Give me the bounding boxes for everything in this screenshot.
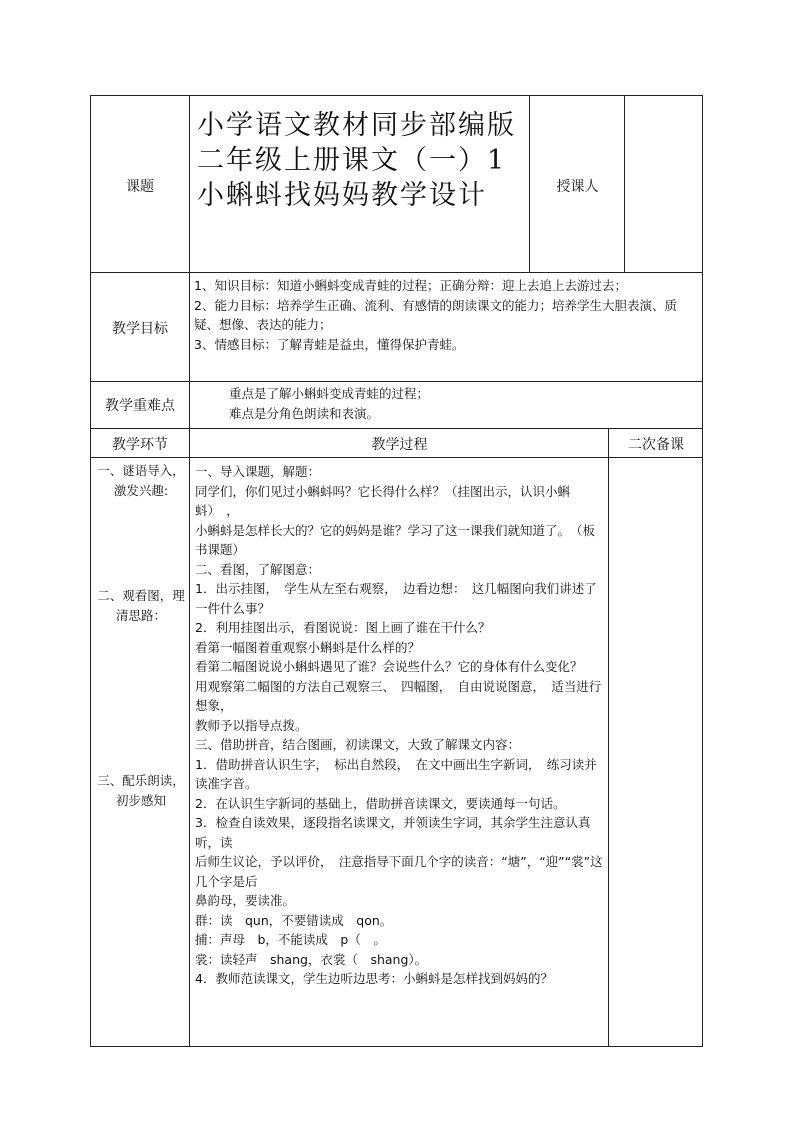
- keypoints-content: [229, 384, 699, 423]
- objectives-content: [194, 276, 700, 354]
- col-header-process: 教学过程: [371, 437, 428, 453]
- table-border: [189, 95, 190, 1046]
- process-line: 3．检查自读效果，逐段指名读课文，并领读生字词，其余学生注意认真听，读: [195, 815, 591, 850]
- process-line: 4．教师范读课文，学生边听边思考：小蝌蚪是怎样找到妈妈的？: [195, 971, 553, 986]
- process-line: 二、看图，了解图意：: [195, 561, 321, 577]
- process-line: 三、借助拼音，结合图画，初读课文，大致了解课文内容：: [195, 737, 521, 752]
- process-line: 一、导入课题，解题：: [195, 464, 321, 479]
- lesson-title: 小学语文教材同步部编版二年级上册课文（一）1 小蝌蚪找妈妈教学设计: [197, 110, 516, 211]
- table-border: [90, 457, 703, 458]
- stage-label: 一、谜语导入，激发兴趣:: [97, 463, 185, 498]
- process-line: 教师予以指导点拨。: [195, 717, 308, 733]
- process-line: 小蝌蚪是怎样长大的？它的妈妈是谁？学习了这一课我们就知道了。 （板书课题）: [195, 522, 596, 557]
- table-border: [90, 381, 703, 382]
- process-line: 捕：声母 b，不能读成 p（ 。: [195, 932, 386, 947]
- keypoints-label: 教学重难点: [105, 398, 175, 414]
- table-border: [90, 95, 91, 1046]
- process-line: 后师生议论，予以评价， 注意指导下面几个字的读音：“塘”，“迎”“裳”这几个字是后: [195, 854, 603, 889]
- stage-label: 三、配乐朗读，初步感知: [97, 773, 185, 808]
- table-border: [90, 428, 703, 429]
- process-line: 群：读 qun，不要错读成 qon。: [195, 912, 393, 928]
- objective-line: 3、情感目标：了解青蛙是益虫，懂得保护青蛙。: [194, 336, 465, 352]
- stage-label: 二、观看图，理清思路：: [97, 588, 185, 623]
- table-border: [702, 95, 703, 1047]
- process-line: 鼻韵母，要读准。: [195, 893, 296, 908]
- topic-label: 课题: [126, 179, 154, 195]
- process-line: 看第二幅图说说小蝌蚪遇见了谁？会说些什么？它的身体有什么变化？: [195, 659, 583, 674]
- table-border: [90, 1046, 703, 1047]
- keypoint-line: 重点是了解小蝌蚪变成青蛙的过程；: [229, 386, 430, 401]
- process-line: 用观察第二幅图的方法自己观察三、 四幅图， 自由说说图意， 适当进行想象，: [195, 678, 602, 713]
- process-line: 1．出示挂图， 学生从左至右观察， 边看边想： 这几幅图向我们讲述了一件什么事？: [195, 581, 597, 616]
- objective-line: 1、知识目标：知道小蝌蚪变成青蛙的过程；正确分辩：迎上去追上去游过去；: [194, 278, 627, 293]
- table-border: [608, 428, 609, 1046]
- col-header-stage: 教学环节: [112, 437, 168, 453]
- process-line: 看第一幅图着重观察小蝌蚪是什么样的？: [195, 639, 421, 655]
- process-line: 1．借助拼音认识生字， 标出自然段， 在文中画出生字新词， 练习读并读准字音。: [195, 756, 597, 791]
- table-border: [90, 272, 703, 273]
- process-line: 裳：读轻声 shang，衣裳（ shang）。: [195, 951, 428, 967]
- process-line: 2．利用挂图出示，看图说说：图上画了谁在干什么？: [195, 620, 491, 635]
- keypoint-line: 难点是分角色朗读和表演。: [229, 405, 380, 421]
- process-line: 2．在认识生字新词的基础上，借助拼音读课文，要读通每一句话。: [195, 795, 566, 811]
- objectives-label: 教学目标: [112, 321, 168, 337]
- process-content: [195, 462, 605, 989]
- teacher-label: 授课人: [556, 179, 599, 195]
- col-header-revision: 二次备课: [628, 437, 684, 453]
- process-line: 同学们，你们见过小蝌蚪吗？它长得什么样？（挂图出示，认识小蝌蚪） ，: [195, 483, 571, 518]
- table-border: [90, 95, 703, 96]
- objective-line: 2、能力目标：培养学生正确、流利、有感情的朗读课文的能力；培养学生大胆表演、质疑、想像、表达的能力；: [194, 297, 677, 332]
